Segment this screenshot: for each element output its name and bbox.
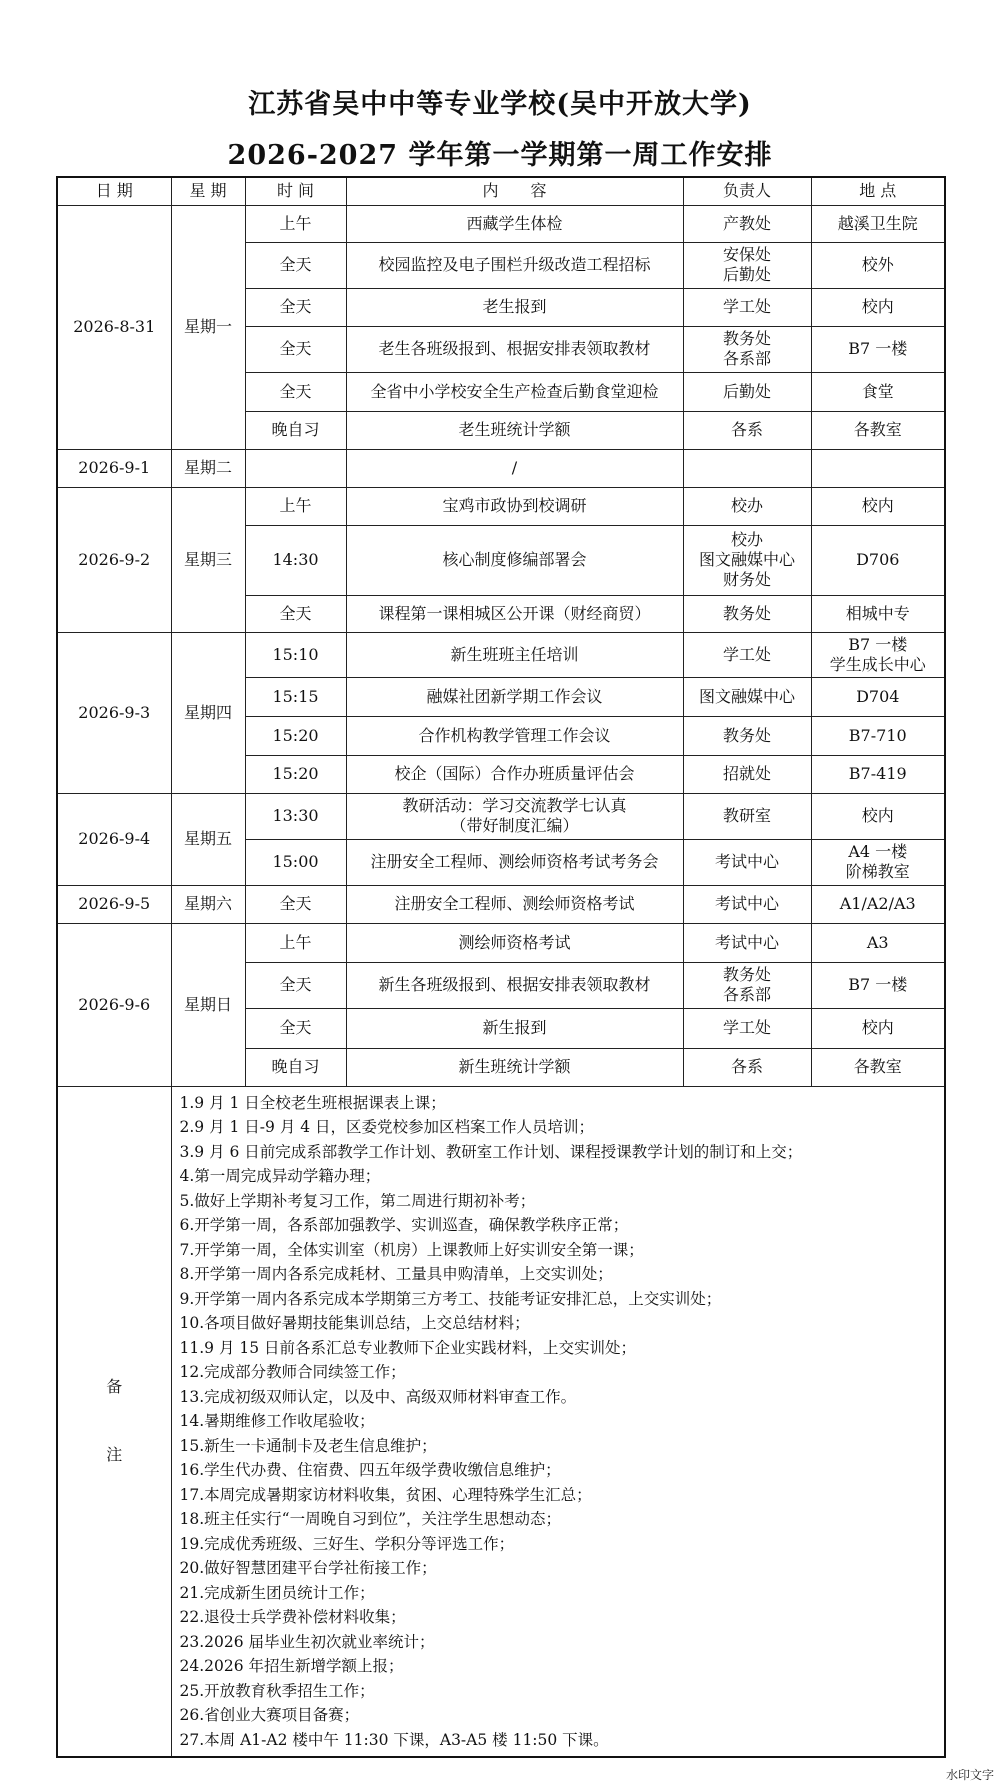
owner-cell (683, 449, 811, 487)
date-cell: 2026-8-31 (57, 205, 171, 449)
notes-row (57, 1086, 945, 1757)
owner-cell: 教务处 (683, 595, 811, 632)
time-cell: 全天 (245, 372, 346, 411)
owner-cell: 教务处 各系部 (683, 326, 811, 372)
place-cell: B7-710 (811, 716, 945, 755)
owner-cell: 教务处 各系部 (683, 962, 811, 1008)
note-item: 23.2026 届毕业生初次就业率统计； (179, 1632, 435, 1651)
time-cell: 全天 (245, 1008, 346, 1048)
content-cell: / (346, 449, 683, 487)
header-owner: 负责人 (683, 177, 811, 205)
weekday-cell: 星期五 (171, 793, 245, 885)
note-item: 2.9 月 1 日-9 月 4 日，区委党校参加区档案工作人员培训； (179, 1118, 595, 1136)
content-cell: 老生报到 (346, 288, 683, 326)
content-cell: 西藏学生体检 (346, 205, 683, 242)
note-item: 4.第一周完成异动学籍办理； (179, 1167, 381, 1185)
time-cell: 上午 (245, 923, 346, 962)
content-cell: 校园监控及电子围栏升级改造工程招标 (346, 242, 683, 288)
content-cell: 新生报到 (346, 1008, 683, 1048)
weekday-cell: 星期一 (171, 205, 245, 449)
notes-label (57, 1086, 171, 1757)
time-cell: 全天 (245, 885, 346, 923)
owner-cell: 后勤处 (683, 372, 811, 411)
owner-cell: 产教处 (683, 205, 811, 242)
note-item: 7.开学第一周，全体实训室（机房）上课教师上好实训安全第一课； (179, 1240, 644, 1259)
content-cell: 注册安全工程师、测绘师资格考试考务会 (346, 839, 683, 885)
date-cell: 2026-9-2 (57, 487, 171, 632)
content-cell: 新生班统计学额 (346, 1048, 683, 1086)
place-cell: 相城中专 (811, 595, 945, 632)
document-title: 江苏省吴中中等专业学校(吴中开放大学) (248, 89, 752, 120)
note-item: 22.退役士兵学费补偿材料收集； (179, 1608, 406, 1626)
date-cell: 2026-9-4 (57, 793, 171, 885)
header-place: 地 点 (811, 177, 945, 205)
content-cell: 教研活动：学习交流教学七认真 （带好制度汇编） (346, 793, 683, 839)
note-item: 12.完成部分教师合同续签工作； (179, 1363, 406, 1381)
note-item: 18.班主任实行“一周晚自习到位”，关注学生思想动态； (179, 1510, 561, 1528)
note-item: 25.开放教育秋季招生工作； (179, 1681, 375, 1700)
note-item: 21.完成新生团员统计工作； (179, 1583, 375, 1602)
note-item: 17.本周完成暑期家访材料收集，贫困、心理特殊学生汇总； (179, 1485, 592, 1504)
note-item: 19.完成优秀班级、三好生、学积分等评选工作； (179, 1534, 515, 1553)
note-item: 11.9 月 15 日前各系汇总专业教师下企业实践材料，上交实训处； (179, 1338, 637, 1357)
header-date: 日 期 (57, 177, 171, 205)
time-cell: 晚自习 (245, 411, 346, 449)
place-cell: A4 一楼 阶梯教室 (811, 839, 945, 885)
place-cell: B7-419 (811, 755, 945, 793)
place-cell: D706 (811, 525, 945, 595)
header-weekday: 星 期 (171, 177, 245, 205)
owner-cell: 学工处 (683, 288, 811, 326)
time-cell: 晚自习 (245, 1048, 346, 1086)
table-row (57, 205, 945, 242)
notes-list (171, 1086, 945, 1757)
owner-cell: 招就处 (683, 755, 811, 793)
time-cell (245, 449, 346, 487)
place-cell: 校外 (811, 242, 945, 288)
notes-label-char-2: 注 (106, 1445, 123, 1465)
owner-cell: 校办 图文融媒中心 财务处 (683, 525, 811, 595)
place-cell (811, 449, 945, 487)
note-item: 20.做好智慧团建平台学社衔接工作； (179, 1559, 437, 1577)
owner-cell: 学工处 (683, 632, 811, 677)
owner-cell: 各系 (683, 411, 811, 449)
document-subtitle: 2026-2027 学年第一学期第一周工作安排 (227, 140, 773, 171)
weekday-cell: 星期三 (171, 487, 245, 632)
date-cell: 2026-9-3 (57, 632, 171, 793)
owner-cell: 教务处 (683, 716, 811, 755)
note-item: 24.2026 年招生新增学额上报； (179, 1657, 404, 1675)
place-cell: 食堂 (811, 372, 945, 411)
time-cell: 全天 (245, 242, 346, 288)
table-row (57, 793, 945, 839)
table-row (57, 449, 945, 487)
content-cell: 测绘师资格考试 (346, 923, 683, 962)
header-time: 时 间 (245, 177, 346, 205)
time-cell: 13:30 (245, 793, 346, 839)
weekday-cell: 星期二 (171, 449, 245, 487)
place-cell: 校内 (811, 1008, 945, 1048)
notes-label-char-1: 备 (106, 1377, 123, 1397)
note-item: 15.新生一卡通制卡及老生信息维护； (179, 1436, 437, 1455)
owner-cell: 考试中心 (683, 839, 811, 885)
owner-cell: 学工处 (683, 1008, 811, 1048)
note-item: 8.开学第一周内各系完成耗材、工量具申购清单，上交实训处； (179, 1265, 613, 1283)
place-cell: 越溪卫生院 (811, 205, 945, 242)
watermark-text: 水印文字 (945, 1768, 994, 1782)
owner-cell: 教研室 (683, 793, 811, 839)
time-cell: 上午 (245, 205, 346, 242)
owner-cell: 安保处 后勤处 (683, 242, 811, 288)
owner-cell: 校办 (683, 487, 811, 525)
table-row (57, 632, 945, 677)
content-cell: 宝鸡市政协到校调研 (346, 487, 683, 525)
content-cell: 老生班统计学额 (346, 411, 683, 449)
owner-cell: 考试中心 (683, 923, 811, 962)
header-content: 内 容 (346, 177, 683, 205)
time-cell: 15:15 (245, 677, 346, 716)
place-cell: D704 (811, 677, 945, 716)
time-cell: 上午 (245, 487, 346, 525)
time-cell: 全天 (245, 962, 346, 1008)
owner-cell: 图文融媒中心 (683, 677, 811, 716)
note-item: 16.学生代办费、住宿费、四五年级学费收缴信息维护； (179, 1461, 561, 1479)
time-cell: 15:10 (245, 632, 346, 677)
content-cell: 注册安全工程师、测绘师资格考试 (346, 885, 683, 923)
time-cell: 全天 (245, 595, 346, 632)
place-cell: 各教室 (811, 411, 945, 449)
note-item: 26.省创业大赛项目备赛； (179, 1706, 360, 1724)
content-cell: 新生班班主任培训 (346, 632, 683, 677)
place-cell: B7 一楼 学生成长中心 (811, 632, 945, 677)
date-cell: 2026-9-6 (57, 923, 171, 1086)
note-item: 13.完成初级双师认定，以及中、高级双师材料审查工作。 (179, 1387, 577, 1406)
date-cell: 2026-9-5 (57, 885, 171, 923)
content-cell: 课程第一课相城区公开课（财经商贸） (346, 595, 683, 632)
content-cell: 合作机构教学管理工作会议 (346, 716, 683, 755)
weekday-cell: 星期四 (171, 632, 245, 793)
note-item: 5.做好上学期补考复习工作，第二周进行期初补考； (179, 1191, 536, 1210)
note-item: 27.本周 A1-A2 楼中午 11:30 下课，A3-A5 楼 11:50 下课。 (179, 1730, 609, 1749)
place-cell: A3 (811, 923, 945, 962)
place-cell: 校内 (811, 288, 945, 326)
time-cell: 15:00 (245, 839, 346, 885)
time-cell: 14:30 (245, 525, 346, 595)
date-cell: 2026-9-1 (57, 449, 171, 487)
note-item: 3.9 月 6 日前完成系部教学工作计划、教研室工作计划、课程授课教学计划的制订和上交； (179, 1142, 803, 1161)
owner-cell: 各系 (683, 1048, 811, 1086)
time-cell: 全天 (245, 326, 346, 372)
time-cell: 全天 (245, 288, 346, 326)
content-cell: 全省中小学校安全生产检查后勤食堂迎检 (346, 372, 683, 411)
note-item: 14.暑期维修工作收尾验收； (179, 1412, 375, 1430)
content-cell: 新生各班级报到、根据安排表领取教材 (346, 962, 683, 1008)
place-cell: A1/A2/A3 (811, 885, 945, 923)
weekday-cell: 星期日 (171, 923, 245, 1086)
content-cell: 融媒社团新学期工作会议 (346, 677, 683, 716)
header-row (57, 177, 945, 205)
place-cell: 各教室 (811, 1048, 945, 1086)
note-item: 10.各项目做好暑期技能集训总结，上交总结材料； (179, 1314, 530, 1332)
content-cell: 老生各班级报到、根据安排表领取教材 (346, 326, 683, 372)
place-cell: B7 一楼 (811, 962, 945, 1008)
schedule-table (56, 176, 946, 1758)
owner-cell: 考试中心 (683, 885, 811, 923)
table-row (57, 487, 945, 525)
table-row (57, 923, 945, 962)
content-cell: 核心制度修编部署会 (346, 525, 683, 595)
place-cell: B7 一楼 (811, 326, 945, 372)
place-cell: 校内 (811, 793, 945, 839)
time-cell: 15:20 (245, 755, 346, 793)
table-row (57, 885, 945, 923)
note-item: 1.9 月 1 日全校老生班根据课表上课； (179, 1093, 446, 1112)
note-item: 6.开学第一周，各系部加强教学、实训巡查，确保教学秩序正常； (179, 1216, 629, 1234)
place-cell: 校内 (811, 487, 945, 525)
time-cell: 15:20 (245, 716, 346, 755)
weekday-cell: 星期六 (171, 885, 245, 923)
note-item: 9.开学第一周内各系完成本学期第三方考工、技能考证安排汇总，上交实训处； (179, 1289, 722, 1308)
content-cell: 校企（国际）合作办班质量评估会 (346, 755, 683, 793)
